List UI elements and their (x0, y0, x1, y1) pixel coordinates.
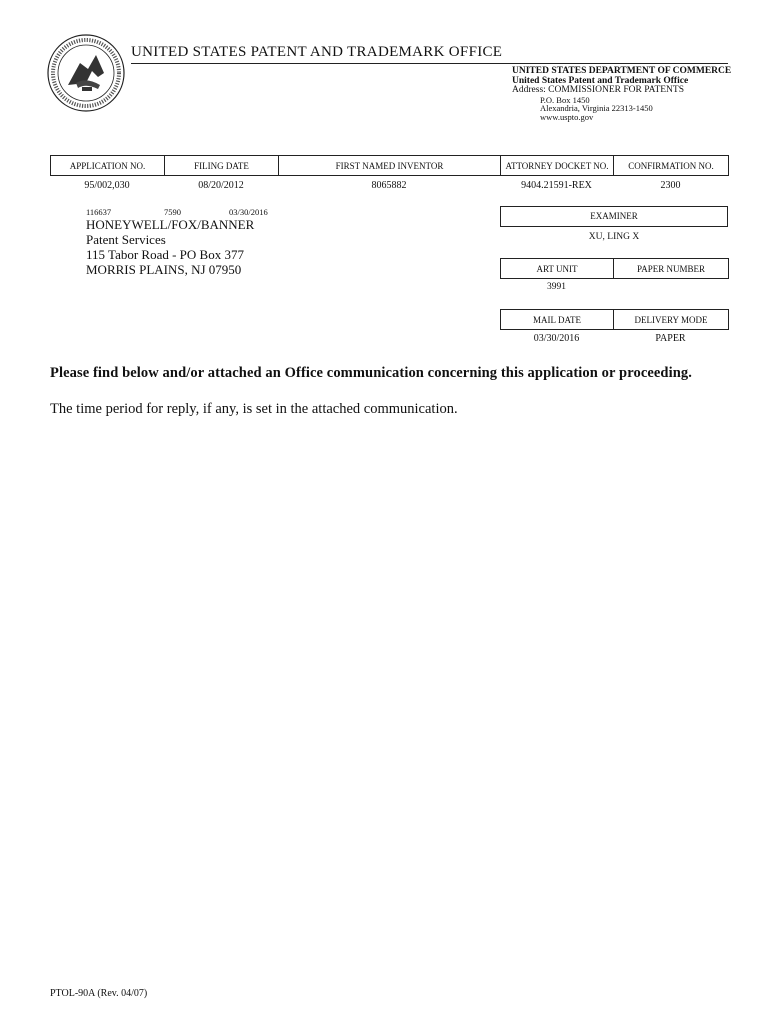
city-line: Alexandria, Virginia 22313-1450 (540, 103, 653, 113)
examiner-name: XU, LING X (588, 232, 640, 242)
header-confirmation-no: CONFIRMATION NO. (614, 156, 729, 176)
po-box: P.O. Box 1450 (540, 94, 590, 105)
header-first-named-inventor: FIRST NAMED INVENTOR (279, 156, 501, 176)
value-confirmation-no: 2300 (660, 180, 681, 191)
website: www.uspto.gov (540, 111, 594, 122)
delivery-mode-label: DELIVERY MODE (614, 310, 729, 330)
value-application-no: 95/002,030 (84, 180, 130, 191)
address-line-3: 115 Tabor Road - PO Box 377 (86, 247, 244, 262)
uspto-seal-icon (46, 33, 126, 113)
mail-date-table (500, 309, 729, 330)
art-unit-table (500, 258, 729, 279)
art-unit-label: ART UNIT (501, 259, 614, 279)
address-line-1: HONEYWELL/FOX/BANNER (86, 217, 255, 232)
office-communication-notice: Please find below and/or attached an Office communication concerning this application or proceeding. (50, 365, 692, 381)
examiner-label-box: EXAMINER (500, 206, 728, 227)
agency-name: United States Patent and Trademark Office (512, 75, 689, 86)
form-identifier: PTOL-90A (Rev. 04/07) (50, 988, 148, 999)
value-attorney-docket-no: 9404.21591-REX (521, 180, 592, 191)
customer-number: 116637 (86, 207, 112, 217)
delivery-mode-value: PAPER (655, 333, 686, 344)
correspondence-address (86, 217, 254, 277)
header-attorney-docket-no: ATTORNEY DOCKET NO. (501, 156, 614, 176)
value-first-named-inventor: 8065882 (371, 180, 407, 191)
header-rule (131, 63, 728, 64)
paper-number-label: PAPER NUMBER (614, 259, 729, 279)
office-title: UNITED STATES PATENT AND TRADEMARK OFFICE (131, 44, 503, 60)
application-info-table (50, 155, 729, 176)
department-name: UNITED STATES DEPARTMENT OF COMMERCE (512, 66, 732, 76)
address-line-2: Patent Services (86, 232, 166, 247)
address-line: Address: COMMISSIONER FOR PATENTS (512, 85, 684, 95)
art-unit-value: 3991 (547, 282, 566, 292)
header-filing-date: FILING DATE (165, 156, 279, 176)
value-filing-date: 08/20/2012 (198, 180, 244, 191)
address-line-4: MORRIS PLAINS, NJ 07950 (86, 262, 242, 277)
header-application-no: APPLICATION NO. (51, 156, 165, 176)
correspondence-date: 03/30/2016 (229, 207, 268, 217)
reply-period-text: The time period for reply, if any, is set in the attached communication. (50, 401, 458, 417)
mail-date-label: MAIL DATE (501, 310, 614, 330)
mail-date-value: 03/30/2016 (533, 333, 580, 344)
correspondence-code: 7590 (164, 207, 181, 217)
department-address-block (512, 67, 731, 121)
